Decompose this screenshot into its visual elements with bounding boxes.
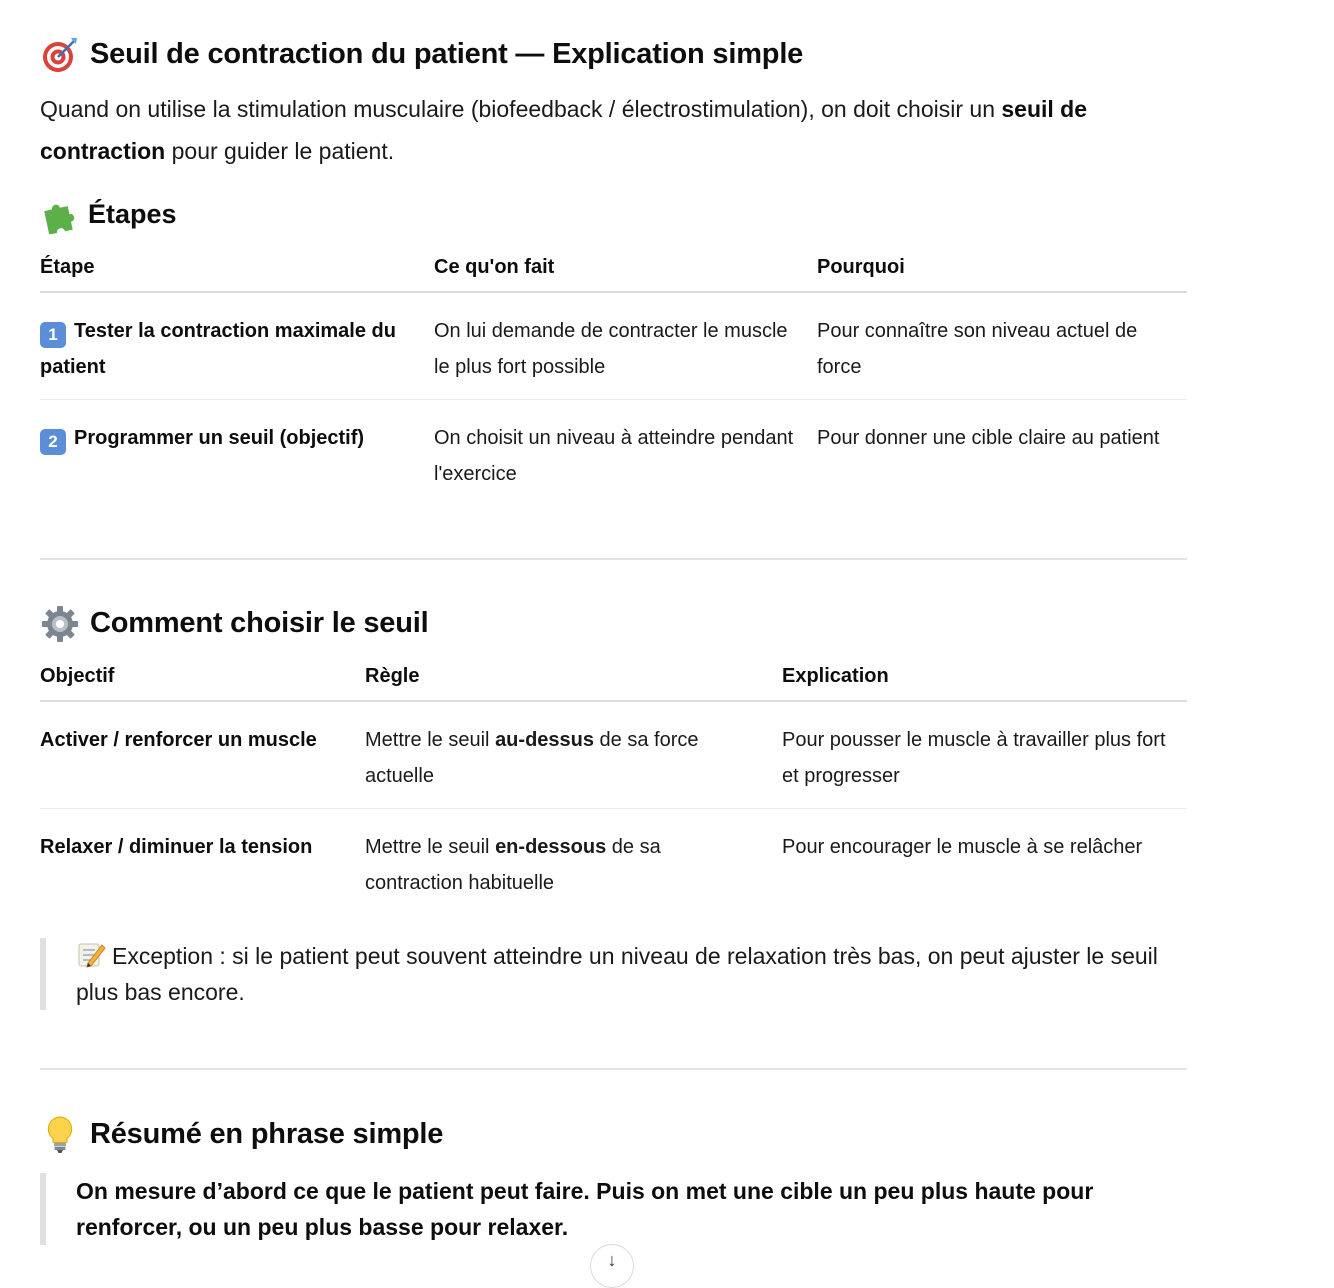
main-heading <box>40 34 803 74</box>
seuil-table <box>40 652 1187 915</box>
resume-blockquote <box>40 1173 1187 1245</box>
table-row <box>40 400 1187 507</box>
action-cell: On lui demande de contracter le muscle le plus fort possible <box>434 292 817 400</box>
exception-text: Exception : si le patient peut souvent atteindre un niveau de relaxation très bas, on peut ajuster le seuil plus bas encore. <box>76 943 1158 1005</box>
step-cell <box>40 400 434 507</box>
why-cell: Pour donner une cible claire au patient <box>817 427 1160 449</box>
column-header: Règle <box>365 652 782 701</box>
rule-keyword: au-dessus <box>495 729 594 751</box>
column-header: Étape <box>40 243 434 292</box>
etapes-heading-text: Étapes <box>88 198 177 229</box>
etapes-heading <box>40 194 177 234</box>
step-cell <box>40 292 434 400</box>
resume-heading-text: Résumé en phrase simple <box>90 1117 444 1150</box>
resume-text: On mesure d’abord ce que le patient peut faire. Puis on met une cible un peu plus haute pour renforcer, ou un peu plus basse pour relaxer. <box>76 1178 1094 1240</box>
puzzle-icon <box>40 194 80 234</box>
exception-blockquote <box>40 938 1187 1010</box>
column-header: Objectif <box>40 652 365 701</box>
rule-text: de sa contraction habituelle <box>365 836 661 894</box>
scroll-down-button[interactable] <box>590 1244 634 1288</box>
lightbulb-icon <box>40 1114 80 1154</box>
arrow-down-icon: ↓ <box>607 1250 617 1270</box>
explanation-cell: Pour encourager le muscle à se relâcher <box>782 836 1143 858</box>
seuil-heading <box>40 603 428 643</box>
table-row <box>40 809 1187 916</box>
keycap-1-icon: 1 <box>40 322 66 348</box>
action-cell: On choisit un niveau à atteindre pendant l'exercice <box>434 427 794 485</box>
memo-icon <box>76 939 106 969</box>
rule-text: de sa force actuelle <box>365 729 699 787</box>
explanation-cell: Pour pousser le muscle à travailler plus fort et progresser <box>782 701 1187 809</box>
rule-text: Mettre le seuil <box>365 836 496 858</box>
rule-keyword: en-dessous <box>495 836 607 858</box>
step-label: Programmer un seuil (objectif) <box>74 427 365 449</box>
table-row <box>40 292 1187 400</box>
gear-icon <box>40 603 80 643</box>
section-divider <box>40 1068 1187 1070</box>
seuil-heading-text: Comment choisir le seuil <box>90 606 429 639</box>
keycap-2-icon: 2 <box>40 429 66 455</box>
intro-text-start: Quand on utilise la stimulation musculaire (biofeedback / électrostimulation), on doit choisir un <box>40 96 1002 122</box>
section-divider <box>40 558 1187 560</box>
column-header: Explication <box>782 652 1187 701</box>
column-header: Pourquoi <box>817 243 1187 292</box>
objective-cell: Activer / renforcer un muscle <box>40 701 365 809</box>
intro-paragraph <box>40 88 1180 172</box>
intro-text-bold: seuil de contraction <box>40 96 1088 164</box>
target-icon <box>40 34 80 74</box>
intro-text-end: pour guider le patient. <box>165 138 395 164</box>
rule-text: Mettre le seuil <box>365 729 496 751</box>
why-cell: Pour connaître son niveau actuel de force <box>817 292 1187 400</box>
step-label: Tester la contraction maximale du patient <box>40 320 396 378</box>
rule-cell <box>365 809 782 916</box>
rule-cell <box>365 701 782 809</box>
column-header: Ce qu'on fait <box>434 243 817 292</box>
objective-cell: Relaxer / diminuer la tension <box>40 836 313 858</box>
resume-heading <box>40 1114 443 1154</box>
table-row <box>40 701 1187 809</box>
etapes-table <box>40 243 1187 506</box>
table-header-row <box>40 652 1187 701</box>
table-header-row <box>40 243 1187 292</box>
main-heading-text: Seuil de contraction du patient — Explication simple <box>90 37 804 70</box>
